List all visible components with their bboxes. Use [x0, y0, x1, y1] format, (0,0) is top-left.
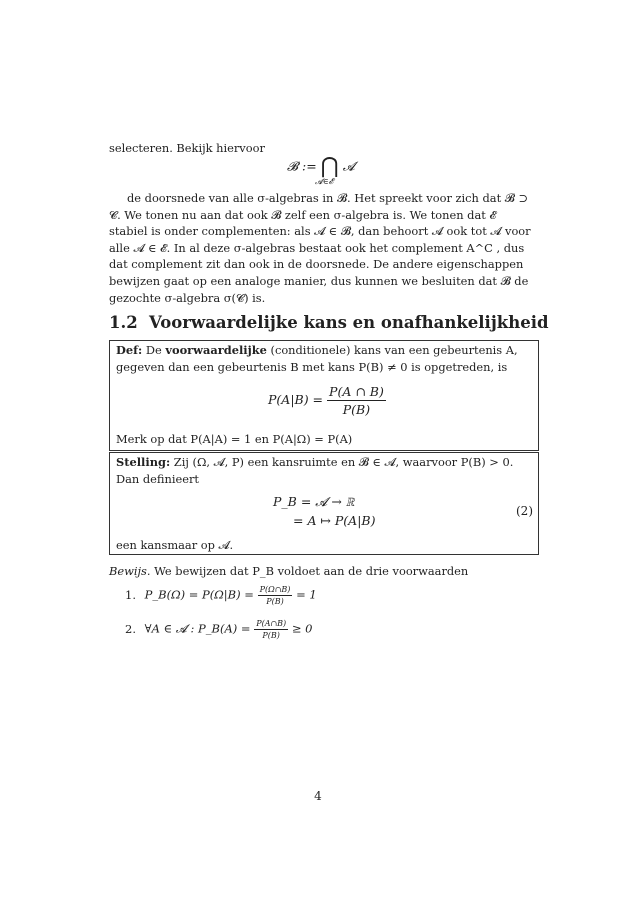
- list-number: 1.: [125, 587, 136, 602]
- definition-text-b: (conditionele) kans van een gebeurtenis A, gegeven dan een gebeurtenis B met kans P(B) ≠ 0 is opgetreden, is: [116, 343, 518, 374]
- theorem-label: Stelling:: [116, 455, 171, 469]
- section-title: Voorwaardelijke kans en onafhankelijkheid: [149, 313, 549, 332]
- formula-lhs: P(A|B) =: [268, 392, 324, 407]
- page-number: 4: [314, 789, 322, 803]
- formula-rhs: 𝓐: [338, 158, 355, 174]
- conditional-probability-formula: [268, 384, 386, 417]
- definition-text-a: De: [142, 343, 166, 357]
- definition-term: voorwaardelijke: [165, 343, 267, 357]
- theorem-formula-line1: P_B = 𝓐 → ℝ: [273, 494, 355, 509]
- section-number: 1.2: [109, 313, 138, 332]
- list-formula-rhs: = 1: [296, 587, 317, 602]
- section-heading: [109, 313, 549, 332]
- formula-fraction: [327, 384, 386, 417]
- fraction-denominator: P(B): [342, 402, 371, 417]
- theorem-text: [116, 454, 534, 487]
- fraction-denominator: P(B): [262, 631, 280, 640]
- list-formula-lhs: P_B(Ω) = P(Ω|B) =: [144, 587, 254, 602]
- definition-text: [116, 342, 534, 375]
- fraction-numerator: P(A ∩ B): [329, 384, 384, 399]
- formula-lhs: 𝓑 :=: [287, 158, 321, 174]
- list-formula-rhs: ≥ 0: [291, 621, 313, 636]
- fraction-numerator: P(Ω∩B): [259, 585, 291, 594]
- theorem-statement: Zij (Ω, 𝓐, P) een kansruimte en 𝓑 ∈ 𝓐, waarvoor P(B) > 0. Dan definieert: [116, 455, 514, 486]
- theorem-box: [109, 452, 539, 555]
- proof-intro: [109, 563, 535, 580]
- list-item: [125, 585, 317, 606]
- list-number: 2.: [125, 621, 136, 636]
- intro-line: selecteren. Bekijk hiervoor: [109, 141, 265, 155]
- theorem-formula-line2: = A ↦ P(A|B): [293, 513, 376, 528]
- definition-note: Merk op dat P(A|A) = 1 en P(A|Ω) = P(A): [116, 432, 353, 446]
- fraction-numerator: P(A∩B): [256, 619, 287, 628]
- proof-text: We bewijzen dat P_B voldoet aan de drie voorwaarden: [150, 564, 469, 578]
- intersection-subscript: 𝓐∈𝓔: [315, 177, 334, 186]
- fraction-denominator: P(B): [266, 597, 284, 606]
- big-intersection-symbol: ⋂: [320, 154, 339, 179]
- intersection-formula: [287, 156, 355, 178]
- theorem-tail: een kansmaar op 𝓐.: [116, 538, 234, 552]
- definition-box: [109, 340, 539, 451]
- equation-number: (2): [516, 504, 533, 518]
- proof-label: Bewijs.: [109, 564, 151, 578]
- list-formula-lhs: ∀A ∈ 𝓐 : P_B(A) =: [144, 621, 251, 636]
- definition-label: Def:: [116, 343, 143, 357]
- list-item: [125, 619, 312, 640]
- list-fraction: [254, 619, 288, 640]
- list-fraction: [258, 585, 293, 606]
- paragraph-proof-sigma-algebra: de doorsnede van alle σ-algebras in 𝓑. Het spreekt voor zich dat 𝓑 ⊃ 𝓒. We tonen nu aan dat ook 𝓑 zelf een σ-algebra is. We tonen dat 𝓔 stabiel is onder complementen: als 𝓐 ∈ 𝓑, dan behoort 𝓐 ook tot 𝓐 voor alle 𝓐 ∈ 𝓔. In al deze σ-algebras bestaat ook het complement A^C , dus dat complement zit dan ook in de doorsnede. De andere eigenschappen bewijzen gaat op een analoge manier, dus kunnen we besluiten dat 𝓑 de gezochte σ-algebra σ(𝓒) is.: [109, 191, 531, 305]
